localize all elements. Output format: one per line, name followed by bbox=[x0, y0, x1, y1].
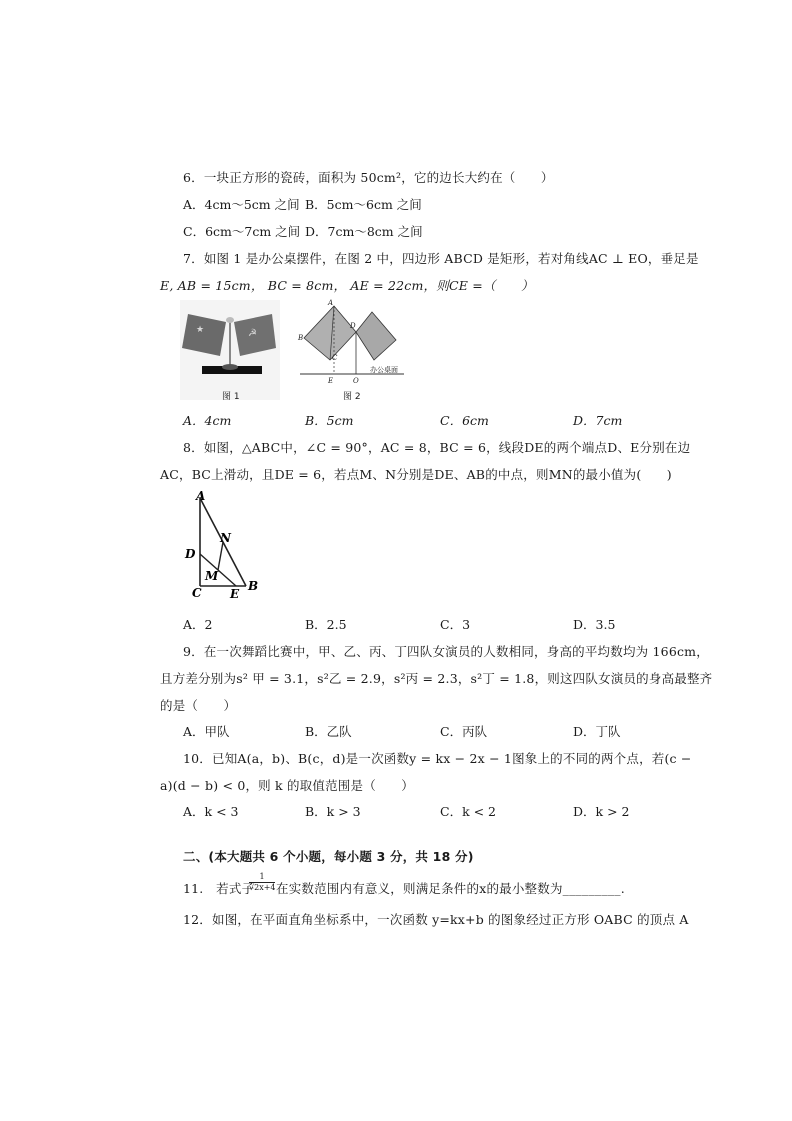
fig2-point-o: O bbox=[353, 377, 359, 385]
q8-stem-line1: 8．如图，△ABC中，∠C = 90°，AC = 8，BC = 6，线段DE的两个端点D、E分别在边 bbox=[183, 440, 691, 455]
q10-option-b: B．k > 3 bbox=[305, 804, 361, 819]
q8-point-n: N bbox=[220, 531, 231, 545]
svg-text:☭: ☭ bbox=[248, 328, 257, 339]
q8-option-c: C．3 bbox=[440, 617, 471, 632]
q7-option-a: A．4cm bbox=[183, 413, 232, 428]
q11-suffix: 在实数范围内有意义，则满足条件的x的最小整数为_________. bbox=[276, 881, 625, 896]
q10-stem-line1: 10．已知A(a，b)、B(c，d)是一次函数y = kx − 2x − 1图象上的不同的两个点，若(c − bbox=[183, 751, 692, 766]
triangle-abc-diagram bbox=[180, 490, 270, 600]
q8-point-c: C bbox=[192, 586, 202, 600]
q6-option-a: A．4cm～5cm 之间 bbox=[183, 197, 300, 212]
q6-option-c: C．6cm～7cm 之间 bbox=[183, 224, 301, 239]
q11-fraction-denominator: √2x+4 bbox=[249, 883, 276, 892]
fig2-point-e: E bbox=[328, 377, 334, 385]
q9-stem-line2: 且方差分别为s² 甲 = 3.1，s²乙 = 2.9，s²丙 = 2.3，s²丁 = 1.8，则这四队女演员的身高最整齐 bbox=[160, 671, 713, 686]
q8-point-a: A bbox=[196, 490, 206, 503]
q6-stem: 6．一块正方形的瓷砖，面积为 50cm²，它的边长大约在（ ） bbox=[183, 170, 554, 185]
q10-option-a: A．k < 3 bbox=[183, 804, 239, 819]
q7-option-c: C．6cm bbox=[440, 413, 489, 428]
q8-point-d: D bbox=[185, 547, 196, 561]
fig2-desk-label: 办公桌面 bbox=[370, 366, 398, 374]
svg-text:★: ★ bbox=[196, 325, 205, 335]
q8-option-a: A．2 bbox=[183, 617, 213, 632]
fig2-point-b: B bbox=[298, 334, 304, 342]
q7-figure-2-caption: 图 2 bbox=[343, 392, 361, 402]
q8-point-m: M bbox=[205, 569, 219, 583]
q6-option-b: B．5cm～6cm 之间 bbox=[305, 197, 422, 212]
fig2-point-d: D bbox=[350, 322, 356, 330]
q8-option-d: D．3.5 bbox=[573, 617, 616, 632]
q11-fraction-numerator: 1 bbox=[249, 872, 275, 883]
desk-flag-illustration bbox=[180, 300, 280, 400]
fig2-point-a: A bbox=[328, 299, 334, 307]
rectangle-abcd-diagram bbox=[296, 298, 406, 400]
q8-point-e: E bbox=[230, 587, 240, 600]
q8-option-b: B．2.5 bbox=[305, 617, 347, 632]
q9-option-b: B．乙队 bbox=[305, 724, 352, 739]
q9-option-a: A．甲队 bbox=[183, 724, 230, 739]
q11-fraction bbox=[249, 872, 275, 893]
q7-option-d: D．7cm bbox=[573, 413, 623, 428]
q7-figure-1 bbox=[180, 300, 280, 400]
q9-option-d: D．丁队 bbox=[573, 724, 621, 739]
q8-stem-line2: AC，BC上滑动，且DE = 6，若点M、N分别是DE、AB的中点，则MN的最小值为( ) bbox=[160, 467, 672, 482]
q6-option-d: D．7cm～8cm 之间 bbox=[305, 224, 423, 239]
q9-option-c: C．丙队 bbox=[440, 724, 488, 739]
q7-stem-line1: 7．如图 1 是办公桌摆件，在图 2 中，四边形 ABCD 是矩形，若对角线AC ⊥ EO，垂足是 bbox=[183, 251, 699, 266]
q7-stem-line2: E, AB = 15cm， BC = 8cm， AE = 22cm，则CE =（ ） bbox=[160, 278, 534, 293]
q8-point-b: B bbox=[248, 579, 259, 593]
q7-figure-1-caption: 图 1 bbox=[222, 392, 240, 402]
q10-option-d: D．k > 2 bbox=[573, 804, 630, 819]
q11-prefix: 11. 若式子 bbox=[183, 881, 255, 896]
q10-stem-line2: a)(d − b) < 0，则 k 的取值范围是（ ） bbox=[160, 778, 415, 793]
section-2-heading: 二、(本大题共 6 个小题，每小题 3 分，共 18 分) bbox=[183, 849, 474, 864]
q7-option-b: B．5cm bbox=[305, 413, 354, 428]
q9-stem-line1: 9．在一次舞蹈比赛中，甲、乙、丙、丁四队女演员的人数相同，身高的平均数均为 166cm， bbox=[183, 644, 709, 659]
q9-stem-line3: 的是（ ） bbox=[160, 698, 237, 713]
q7-figure-2 bbox=[296, 298, 406, 400]
fig2-point-c: C bbox=[332, 354, 338, 362]
q10-option-c: C．k < 2 bbox=[440, 804, 497, 819]
q8-figure bbox=[180, 490, 270, 600]
q12-stem-line1: 12．如图，在平面直角坐标系中，一次函数 y=kx+b 的图象经过正方形 OABC 的顶点 A bbox=[183, 912, 689, 927]
